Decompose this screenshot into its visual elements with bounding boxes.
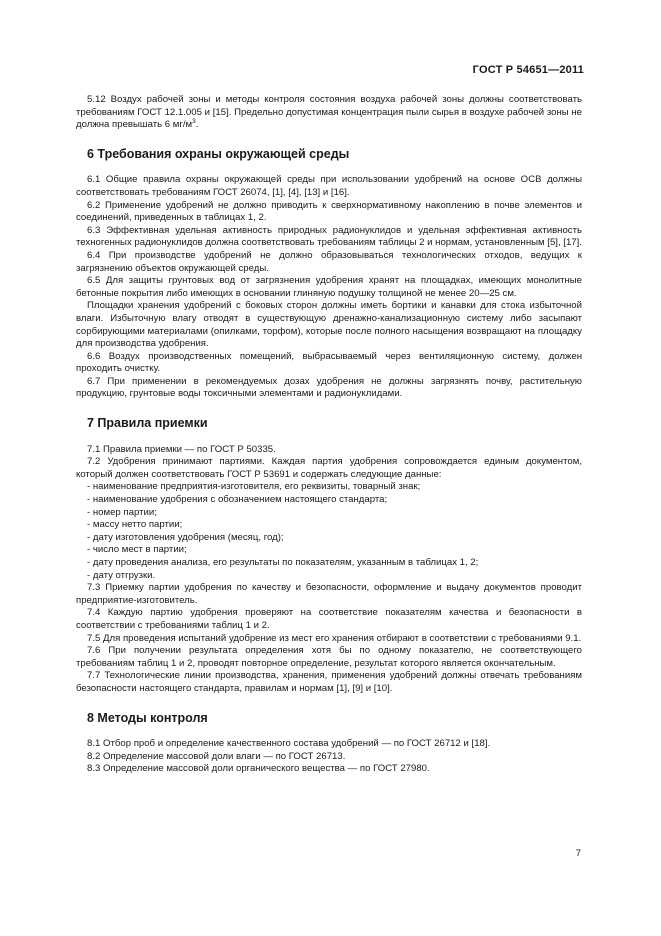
paragraph-6-4: 6.4 При производстве удобрений не должно образовываться технологических отходов, ведущих к загрязнению объектов окружающей среды.	[76, 249, 582, 274]
section-6-heading: 6 Требования охраны окружающей среды	[87, 146, 350, 161]
paragraph-5-12-text: 5.12 Воздух рабочей зоны и методы контроля состояния воздуха рабочей зоны должны соответствовать требованиям ГОСТ 12.1.005 и [15]. Предельно допустимая концентрация пыли сырья в воздухе рабочей зоны не должна превышать 6 мг/м	[76, 94, 582, 131]
page-number: 7	[575, 848, 581, 859]
paragraph-8-3: 8.3 Определение массовой доли органического вещества — по ГОСТ 27980.	[87, 763, 430, 775]
list-item: - наименование удобрения с обозначением настоящего стандарта;	[87, 494, 388, 506]
superscript-3: 3	[192, 118, 196, 125]
paragraph-5-12-end: .	[195, 119, 199, 131]
paragraph-6-5-cont: Площадки хранения удобрений с боковых сторон должны иметь бортики и канавки для стока избыточной влаги. Избыточную влагу отводят в существующую дренажно-канализационную систему либо засыпают сорбирующими материалами (опилками, торфом), которые после полного насыщения возвращают на площадку для производства удобрения.	[76, 300, 582, 350]
paragraph-5-12	[76, 94, 582, 132]
list-item: - наименование предприятия-изготовителя, его реквизиты, товарный знак;	[87, 481, 421, 493]
paragraph-7-6: 7.6 При получении результата определения хотя бы по одному показателю, не соответствующего требованиям таблиц 1 и 2, проводят повторное определение, результат которого является окончательным.	[76, 645, 582, 669]
list-item: - номер партии;	[87, 506, 157, 518]
paragraph-6-1: 6.1 Общие правила охраны окружающей среды при использовании удобрений на основе ОСВ должны соответствовать требованиям ГОСТ 26074, [1], [4], [13] и [16].	[76, 174, 582, 198]
section-7-heading: 7 Правила приемки	[87, 416, 208, 431]
paragraph-8-2: 8.2 Определение массовой доли влаги — по ГОСТ 26713.	[87, 750, 346, 762]
paragraph-7-5: 7.5 Для проведения испытаний удобрение из мест его хранения отбирают в соответствии с требованиями 9.1.	[87, 632, 582, 644]
paragraph-7-7: 7.7 Технологические линии производства, хранения, применения удобрений должны отвечать требованиям безопасности настоящего стандарта, правилам и нормам [1], [9] и [10].	[76, 670, 582, 694]
list-item: - дату изготовления удобрения (месяц, год);	[87, 531, 284, 543]
paragraph-7-1: 7.1 Правила приемки — по ГОСТ Р 50335.	[87, 443, 276, 455]
paragraph-6-2: 6.2 Применение удобрений не должно приводить к сверхнормативному накоплению в почве элементов и соединений, приведенных в таблицах 1, 2.	[76, 199, 582, 224]
list-item: - дату отгрузки.	[87, 569, 156, 581]
paragraph-6-6: 6.6 Воздух производственных помещений, выбрасываемый через вентиляционную систему, должен проходить очистку.	[76, 350, 582, 375]
paragraph-7-2: 7.2 Удобрения принимают партиями. Каждая партия удобрения сопровождается единым документом, который должен соответствовать ГОСТ Р 53691 и содержать следующие данные:	[76, 456, 582, 480]
paragraph-6-7: 6.7 При применении в рекомендуемых дозах удобрения не должны загрязнять почву, растительную продукцию, грунтовые воды токсичными элементами и радионуклидами.	[76, 375, 582, 400]
paragraph-6-3: 6.3 Эффективная удельная активность природных радионуклидов и удельная эффективная активность техногенных радионуклидов должна соответствовать требованиям таблицы 2 и нормам, установленным [5], [17].	[76, 224, 582, 249]
list-item: - число мест в партии;	[87, 544, 187, 556]
section-8-heading: 8 Методы контроля	[87, 710, 208, 725]
paragraph-7-3: 7.3 Приемку партии удобрения по качеству и безопасности, оформление и выдачу документов проводит предприятие-изготовитель.	[76, 582, 582, 606]
standard-code-header: ГОСТ Р 54651—2011	[472, 64, 584, 76]
paragraph-8-1: 8.1 Отбор проб и определение качественного состава удобрений — по ГОСТ 26712 и [18].	[87, 738, 491, 750]
list-item: - массу нетто партии;	[87, 519, 183, 531]
paragraph-6-5: 6.5 Для защиты грунтовых вод от загрязнения удобрения хранят на площадках, имеющих монолитные бетонные покрытия либо имеющих в основании глиняную подушку толщиной не менее 20—25 см.	[76, 275, 582, 299]
list-item: - дату проведения анализа, его результаты по показателям, указанным в таблицах 1, 2;	[87, 557, 479, 568]
page-content	[76, 94, 582, 776]
paragraph-7-4: 7.4 Каждую партию удобрения проверяют на соответствие показателям качества и безопасности в соответствии с требованиями таблиц 1 и 2.	[76, 607, 582, 631]
